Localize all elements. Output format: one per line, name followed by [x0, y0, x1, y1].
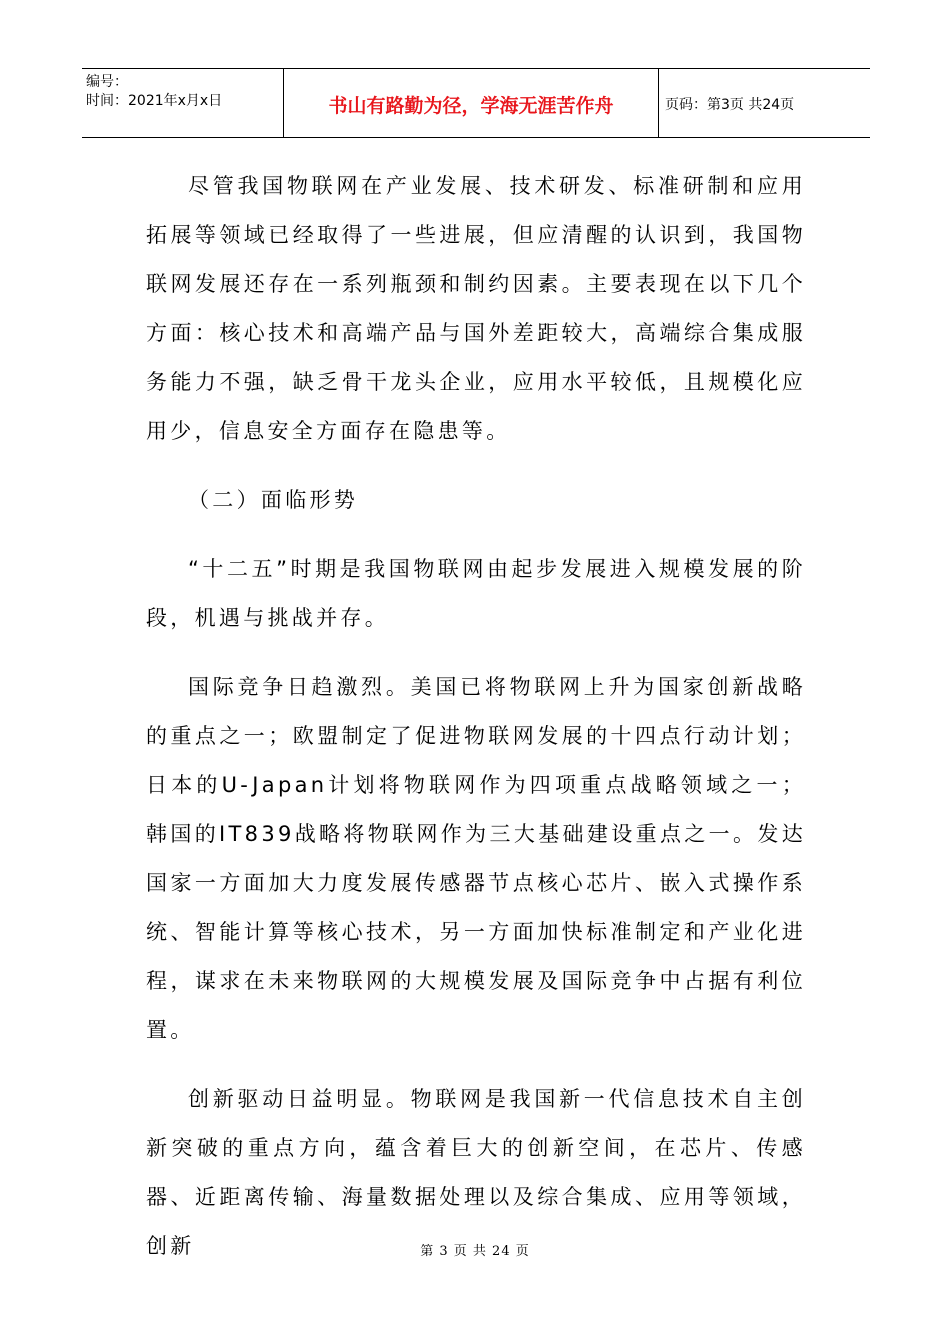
document-time-label: 时间：2021年x月x日 — [86, 93, 223, 109]
footer-page-number: 第 3 页 共 24 页 — [420, 1244, 530, 1259]
document-body — [146, 162, 806, 1271]
page-footer — [0, 1240, 950, 1259]
header-motto: 书山有路勤为径，学海无涯苦作舟 — [328, 94, 614, 117]
body-paragraph: 创新驱动日益明显。物联网是我国新一代信息技术自主创新突破的重点方向，蕴含着巨大的创新空间，在芯片、传感器、近距离传输、海量数据处理以及综合集成、应用等领域，创新 — [146, 1087, 806, 1258]
header-motto-cell — [284, 69, 659, 137]
header-page-cell — [659, 69, 870, 137]
page-header — [82, 68, 870, 138]
body-paragraph: “十二五”时期是我国物联网由起步发展进入规模发展的阶段，机遇与挑战并存。 — [146, 557, 806, 630]
document-number-label: 编号： — [86, 74, 128, 90]
section-heading: （二）面临形势 — [188, 488, 359, 512]
body-paragraph: 尽管我国物联网在产业发展、技术研发、标准研制和应用拓展等领域已经取得了一些进展，但应清醒的认识到，我国物联网发展还存在一系列瓶颈和制约因素。主要表现在以下几个方面：核心技术和高端产品与国外差距较大，高端综合集成服务能力不强，缺乏骨干龙头企业，应用水平较低，且规模化应用少，信息安全方面存在隐患等。 — [146, 174, 806, 443]
header-page-label: 页码：第3页 共24页 — [665, 97, 795, 113]
header-meta-cell — [82, 69, 284, 137]
body-paragraph: 国际竞争日趋激烈。美国已将物联网上升为国家创新战略的重点之一；欧盟制定了促进物联网发展的十四点行动计划；日本的U-Japan计划将物联网作为四项重点战略领域之一；韩国的IT839战略将物联网作为三大基础建设重点之一。发达国家一方面加大力度发展传感器节点核心芯片、嵌入式操作系统、智能计算等核心技术，另一方面加快标准制定和产业化进程，谋求在未来物联网的大规模发展及国际竞争中占据有利位置。 — [146, 675, 806, 1042]
